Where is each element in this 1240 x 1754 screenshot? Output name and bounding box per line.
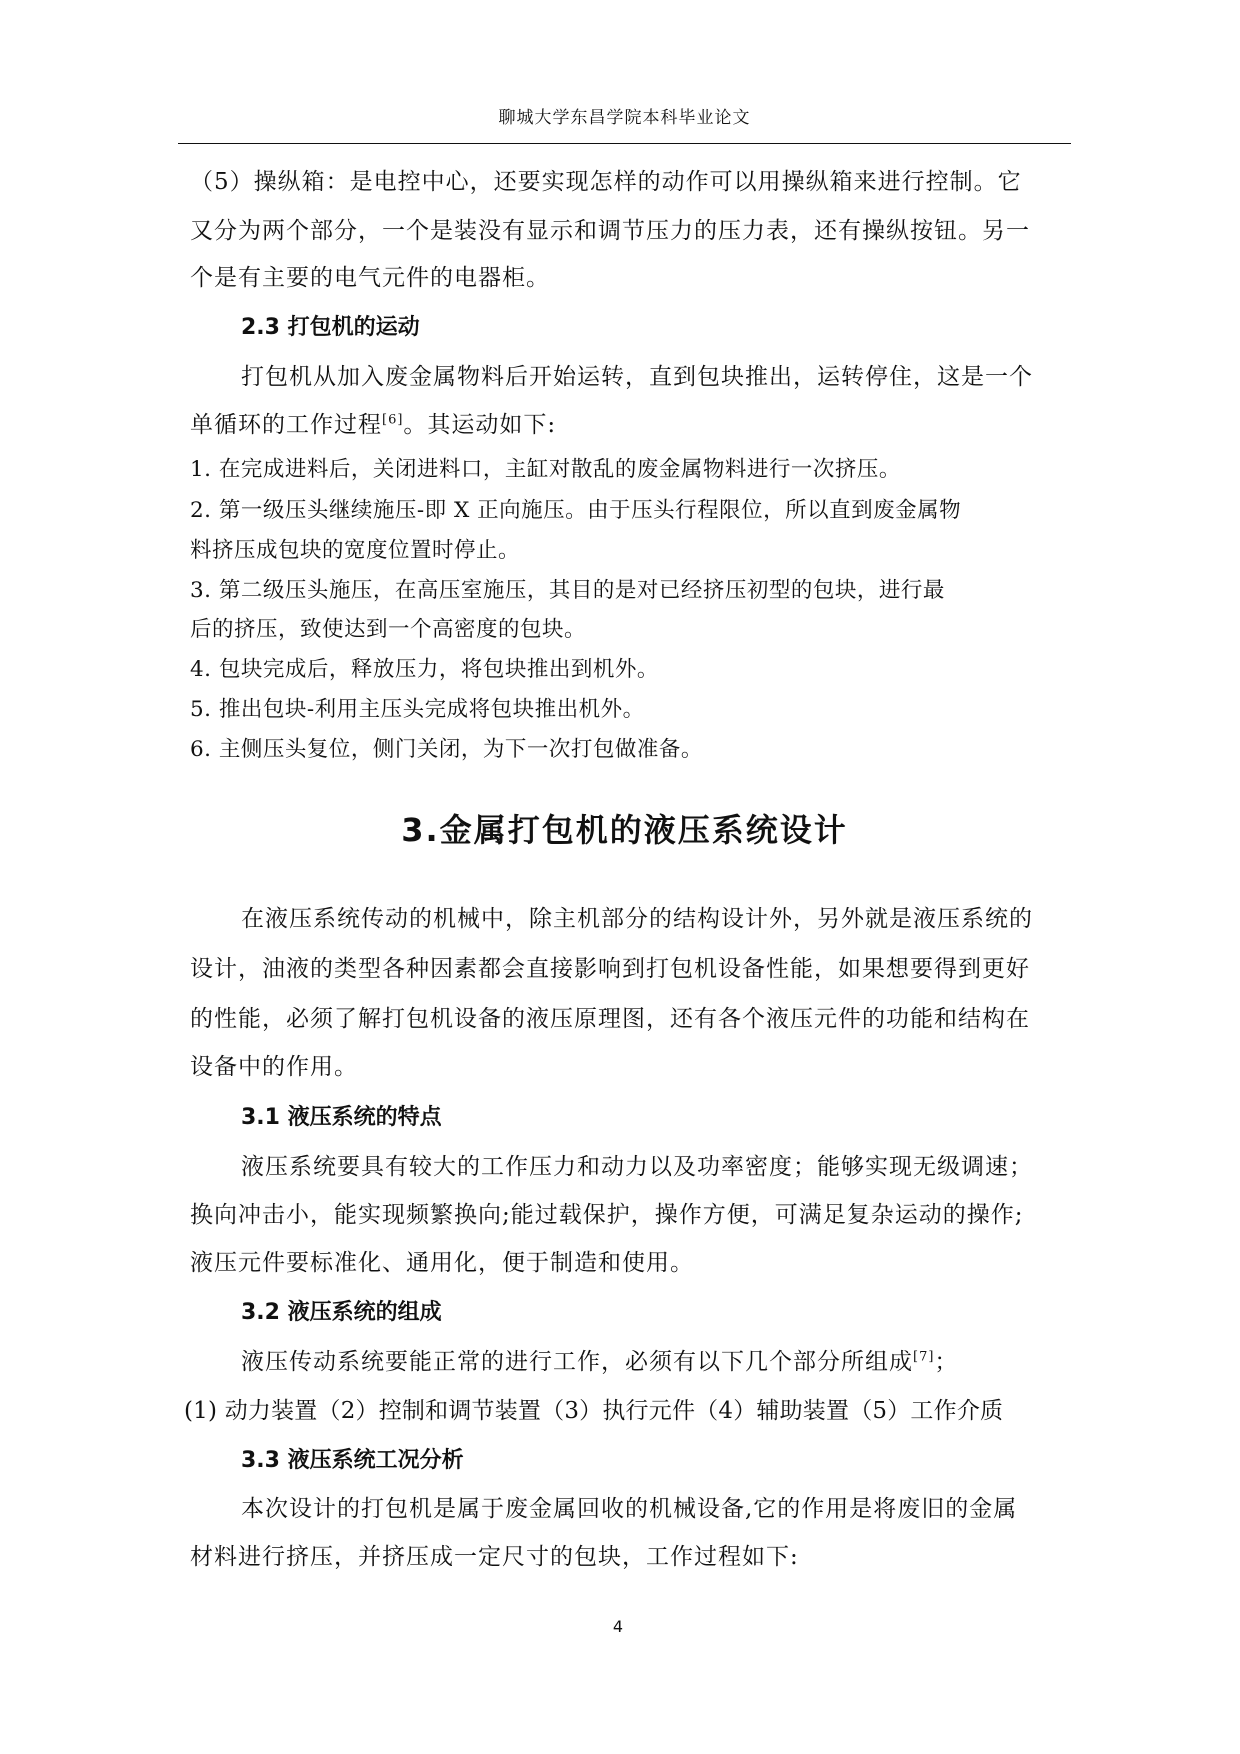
section-heading-3-2: 3.2 液压系统的组成 <box>241 1300 442 1325</box>
section-heading-2-3: 2.3 打包机的运动 <box>241 315 420 340</box>
header-divider <box>178 143 1071 144</box>
page-number: 4 <box>612 1617 624 1636</box>
text-run: 。其运动如下: <box>403 412 557 438</box>
section-heading-3-3: 3.3 液压系统工况分析 <box>241 1448 464 1473</box>
paragraph-line: 设备中的作用。 <box>190 1054 358 1080</box>
paragraph-line: 设计，油液的类型各种因素都会直接影响到打包机设备性能，如果想要得到更好 <box>190 956 1030 982</box>
paragraph-line: 在液压系统传动的机械中，除主机部分的结构设计外，另外就是液压系统的 <box>241 906 1033 932</box>
list-item: 2. 第一级压头继续施压-即 X 正向施压。由于压头行程限位，所以直到废金属物 <box>190 498 962 523</box>
text-run: 液压传动系统要能正常的进行工作，必须有以下几个部分所组成 <box>241 1349 913 1375</box>
paragraph-line: 材料进行挤压，并挤压成一定尺寸的包块，工作过程如下: <box>190 1544 799 1570</box>
list-item: 料挤压成包块的宽度位置时停止。 <box>190 538 521 563</box>
paragraph-line: 本次设计的打包机是属于废金属回收的机械设备,它的作用是将废旧的金属 <box>241 1496 1018 1522</box>
list-item: 3. 第二级压头施压，在高压室施压，其目的是对已经挤压初型的包块，进行最 <box>190 578 945 603</box>
paragraph-line: 换向冲击小，能实现频繁换向;能过载保护，操作方便，可满足复杂运动的操作; <box>190 1202 1024 1228</box>
paragraph-line: (1) 动力装置（2）控制和调节装置（3）执行元件（4）辅助装置（5）工作介质 <box>184 1398 1004 1424</box>
citation-ref: [6] <box>382 412 404 428</box>
citation-ref: [7] <box>913 1349 935 1365</box>
paragraph-line: 个是有主要的电气元件的电器柜。 <box>190 265 550 291</box>
chapter-title: 3.金属打包机的液压系统设计 <box>401 811 848 849</box>
page-header: 聊城大学东昌学院本科毕业论文 <box>498 108 751 128</box>
list-item: 1. 在完成进料后，关闭进料口，主缸对散乱的废金属物料进行一次挤压。 <box>190 457 901 482</box>
paragraph-line: （5）操纵箱：是电控中心，还要实现怎样的动作可以用操纵箱来进行控制。它 <box>190 169 1022 195</box>
paragraph-line: 又分为两个部分，一个是装没有显示和调节压力的压力表，还有操纵按钮。另一 <box>190 218 1030 244</box>
paragraph-line <box>190 406 556 439</box>
paragraph-line <box>241 1343 958 1376</box>
paragraph-line: 液压元件要标准化、通用化，便于制造和使用。 <box>190 1250 694 1276</box>
paragraph-line: 的性能，必须了解打包机设备的液压原理图，还有各个液压元件的功能和结构在 <box>190 1006 1030 1032</box>
list-item: 4. 包块完成后，释放压力，将包块推出到机外。 <box>190 657 659 682</box>
paragraph-line: 打包机从加入废金属物料后开始运转，直到包块推出，运转停住，这是一个 <box>241 364 1033 390</box>
text-run: ； <box>934 1349 959 1375</box>
list-item: 5. 推出包块-利用主压头完成将包块推出机外。 <box>190 697 645 722</box>
paragraph-line: 液压系统要具有较大的工作压力和动力以及功率密度；能够实现无级调速； <box>241 1154 1033 1180</box>
list-item: 6. 主侧压头复位，侧门关闭，为下一次打包做准备。 <box>190 737 703 762</box>
text-run: 单循环的工作过程 <box>190 412 382 438</box>
list-item: 后的挤压，致使达到一个高密度的包块。 <box>190 617 587 642</box>
section-heading-3-1: 3.1 液压系统的特点 <box>241 1105 442 1130</box>
